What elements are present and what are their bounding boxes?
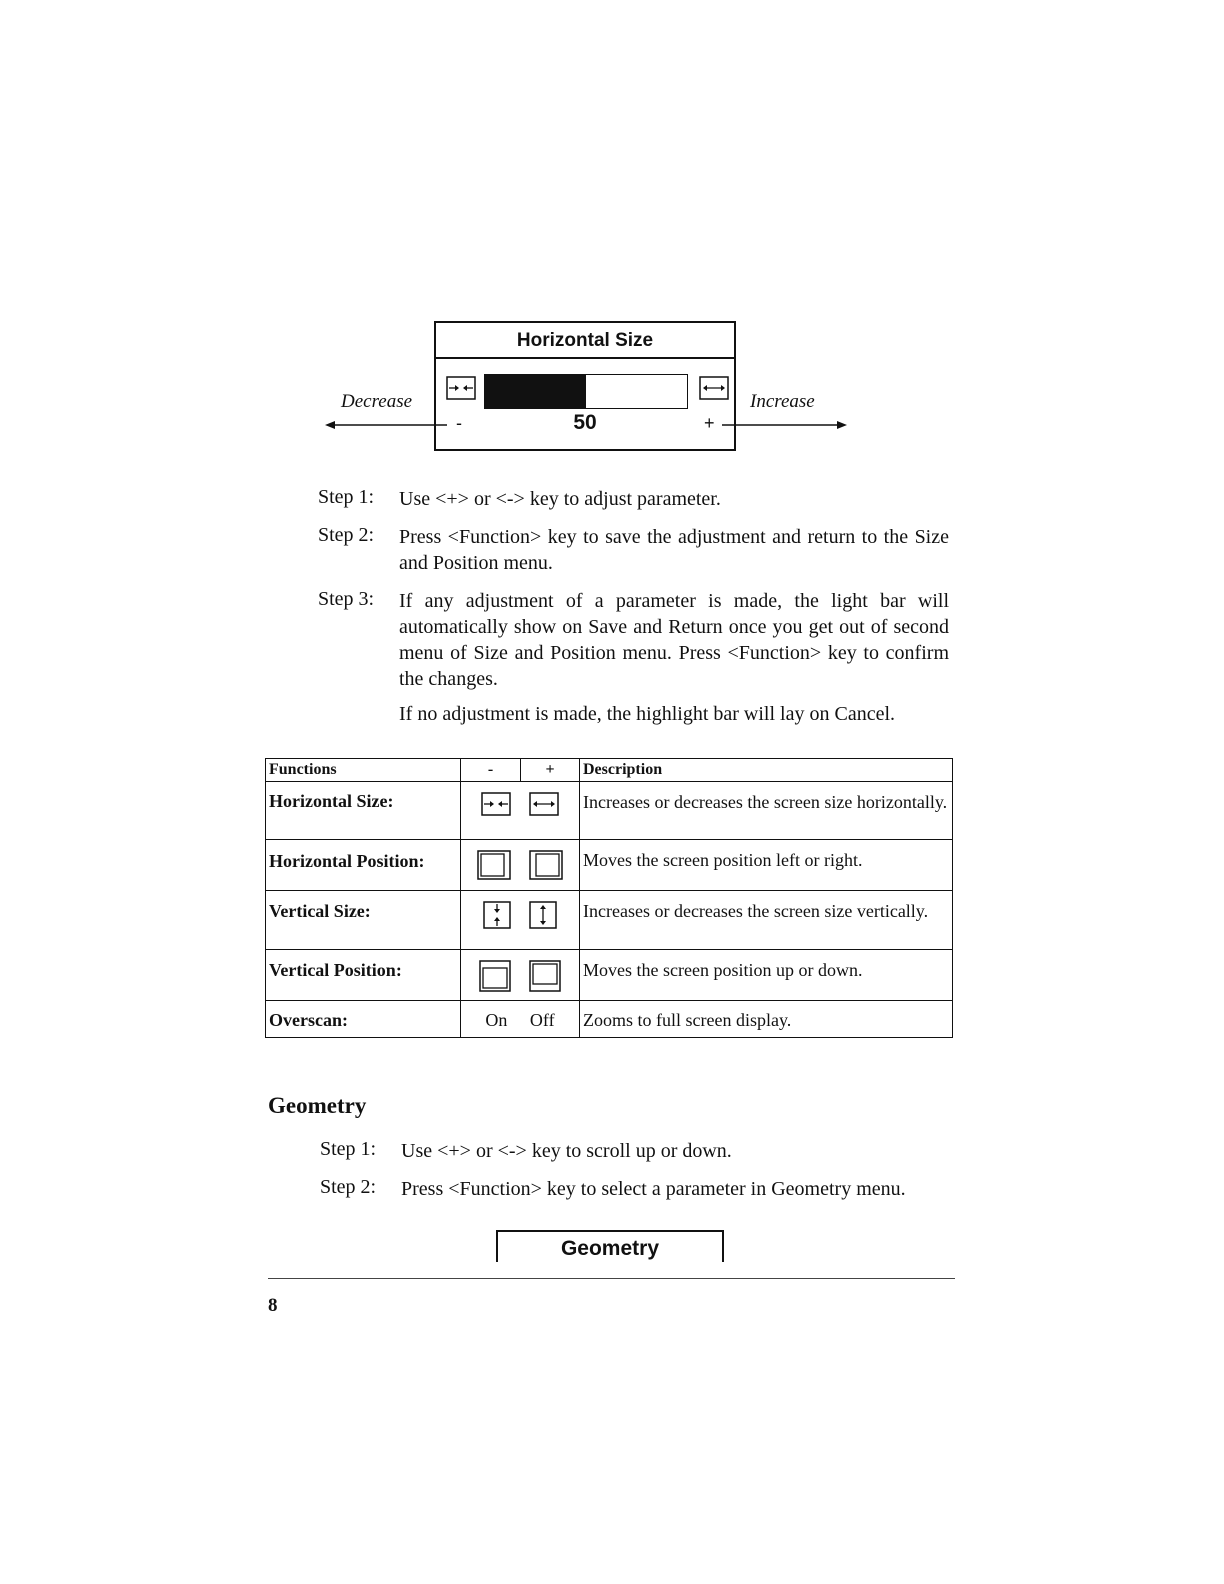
geometry-heading: Geometry [268, 1093, 367, 1118]
geometry-menu-title: Geometry [496, 1230, 724, 1262]
step-1-text: Use <+> or <-> key to adjust parameter. [399, 488, 721, 510]
page-number: 8 [268, 1295, 278, 1316]
header-plus: + [521, 759, 580, 782]
expand-vertical-icon [529, 901, 557, 934]
position-up-icon [529, 960, 561, 997]
table-row [266, 950, 953, 1001]
overscan-on-option: On [485, 1010, 508, 1030]
adjust-icons [461, 782, 580, 840]
step-1-label: Step 1: [318, 486, 375, 508]
position-left-icon [477, 850, 511, 885]
function-description: Increases or decreases the screen size vertically. [580, 891, 953, 950]
expand-horizontal-icon[interactable] [699, 376, 729, 400]
decrease-label: Decrease [341, 391, 413, 412]
table-header-row [266, 759, 953, 782]
header-minus: - [461, 759, 521, 782]
expand-horizontal-icon [529, 792, 559, 821]
geometry-step-2-label: Step 2: [320, 1176, 377, 1198]
step-2-label: Step 2: [318, 524, 375, 546]
increase-label: Increase [750, 391, 815, 412]
function-description: Moves the screen position up or down. [580, 950, 953, 1001]
step-3-text: If any adjustment of a parameter is made, the light bar will automatically show on Save and Return once you get out of second menu of Size and Position menu. Press <Function> key to confirm the changes. [399, 590, 949, 690]
table-row [266, 782, 953, 840]
function-name: Horizontal Position: [266, 840, 461, 891]
geometry-step-1-label: Step 1: [320, 1138, 377, 1160]
shrink-horizontal-icon[interactable] [446, 376, 476, 400]
minus-sign: - [456, 413, 462, 433]
increase-arrow [722, 419, 847, 431]
function-name: Horizontal Size: [266, 782, 461, 840]
overscan-off-option: Off [529, 1010, 555, 1030]
function-name: Overscan: [266, 1001, 461, 1038]
adjust-icons [461, 840, 580, 891]
table-row [266, 1001, 953, 1038]
osd-value: 50 [573, 411, 597, 434]
geometry-step-2-text: Press <Function> key to select a parameter in Geometry menu. [401, 1178, 906, 1200]
slider-fill [485, 375, 586, 408]
table-row [266, 891, 953, 950]
function-description: Moves the screen position left or right. [580, 840, 953, 891]
shrink-horizontal-icon [481, 792, 511, 821]
header-description: Description [580, 759, 953, 782]
footer-divider [268, 1278, 955, 1279]
function-name: Vertical Size: [266, 891, 461, 950]
step-3-label: Step 3: [318, 588, 375, 610]
header-functions: Functions [266, 759, 461, 782]
adjust-icons [461, 950, 580, 1001]
horizontal-size-slider[interactable] [484, 374, 688, 409]
position-right-icon [529, 850, 563, 885]
function-name: Vertical Position: [266, 950, 461, 1001]
geometry-step-1-text: Use <+> or <-> key to scroll up or down. [401, 1140, 732, 1162]
osd-title: Horizontal Size [436, 323, 734, 359]
decrease-arrow [325, 419, 447, 431]
step-2-text: Press <Function> key to save the adjustment and return to the Size and Position menu. [399, 526, 949, 574]
adjust-icons [461, 891, 580, 950]
horizontal-size-osd [434, 321, 736, 451]
function-description: Increases or decreases the screen size horizontally. [580, 782, 953, 840]
cancel-note: If no adjustment is made, the highlight bar will lay on Cancel. [399, 703, 896, 725]
on-off-options [461, 1001, 580, 1038]
plus-sign: + [704, 413, 715, 433]
table-row [266, 840, 953, 891]
shrink-vertical-icon [483, 901, 511, 934]
functions-table [265, 758, 953, 1038]
position-down-icon [479, 960, 511, 997]
function-description: Zooms to full screen display. [580, 1001, 953, 1038]
